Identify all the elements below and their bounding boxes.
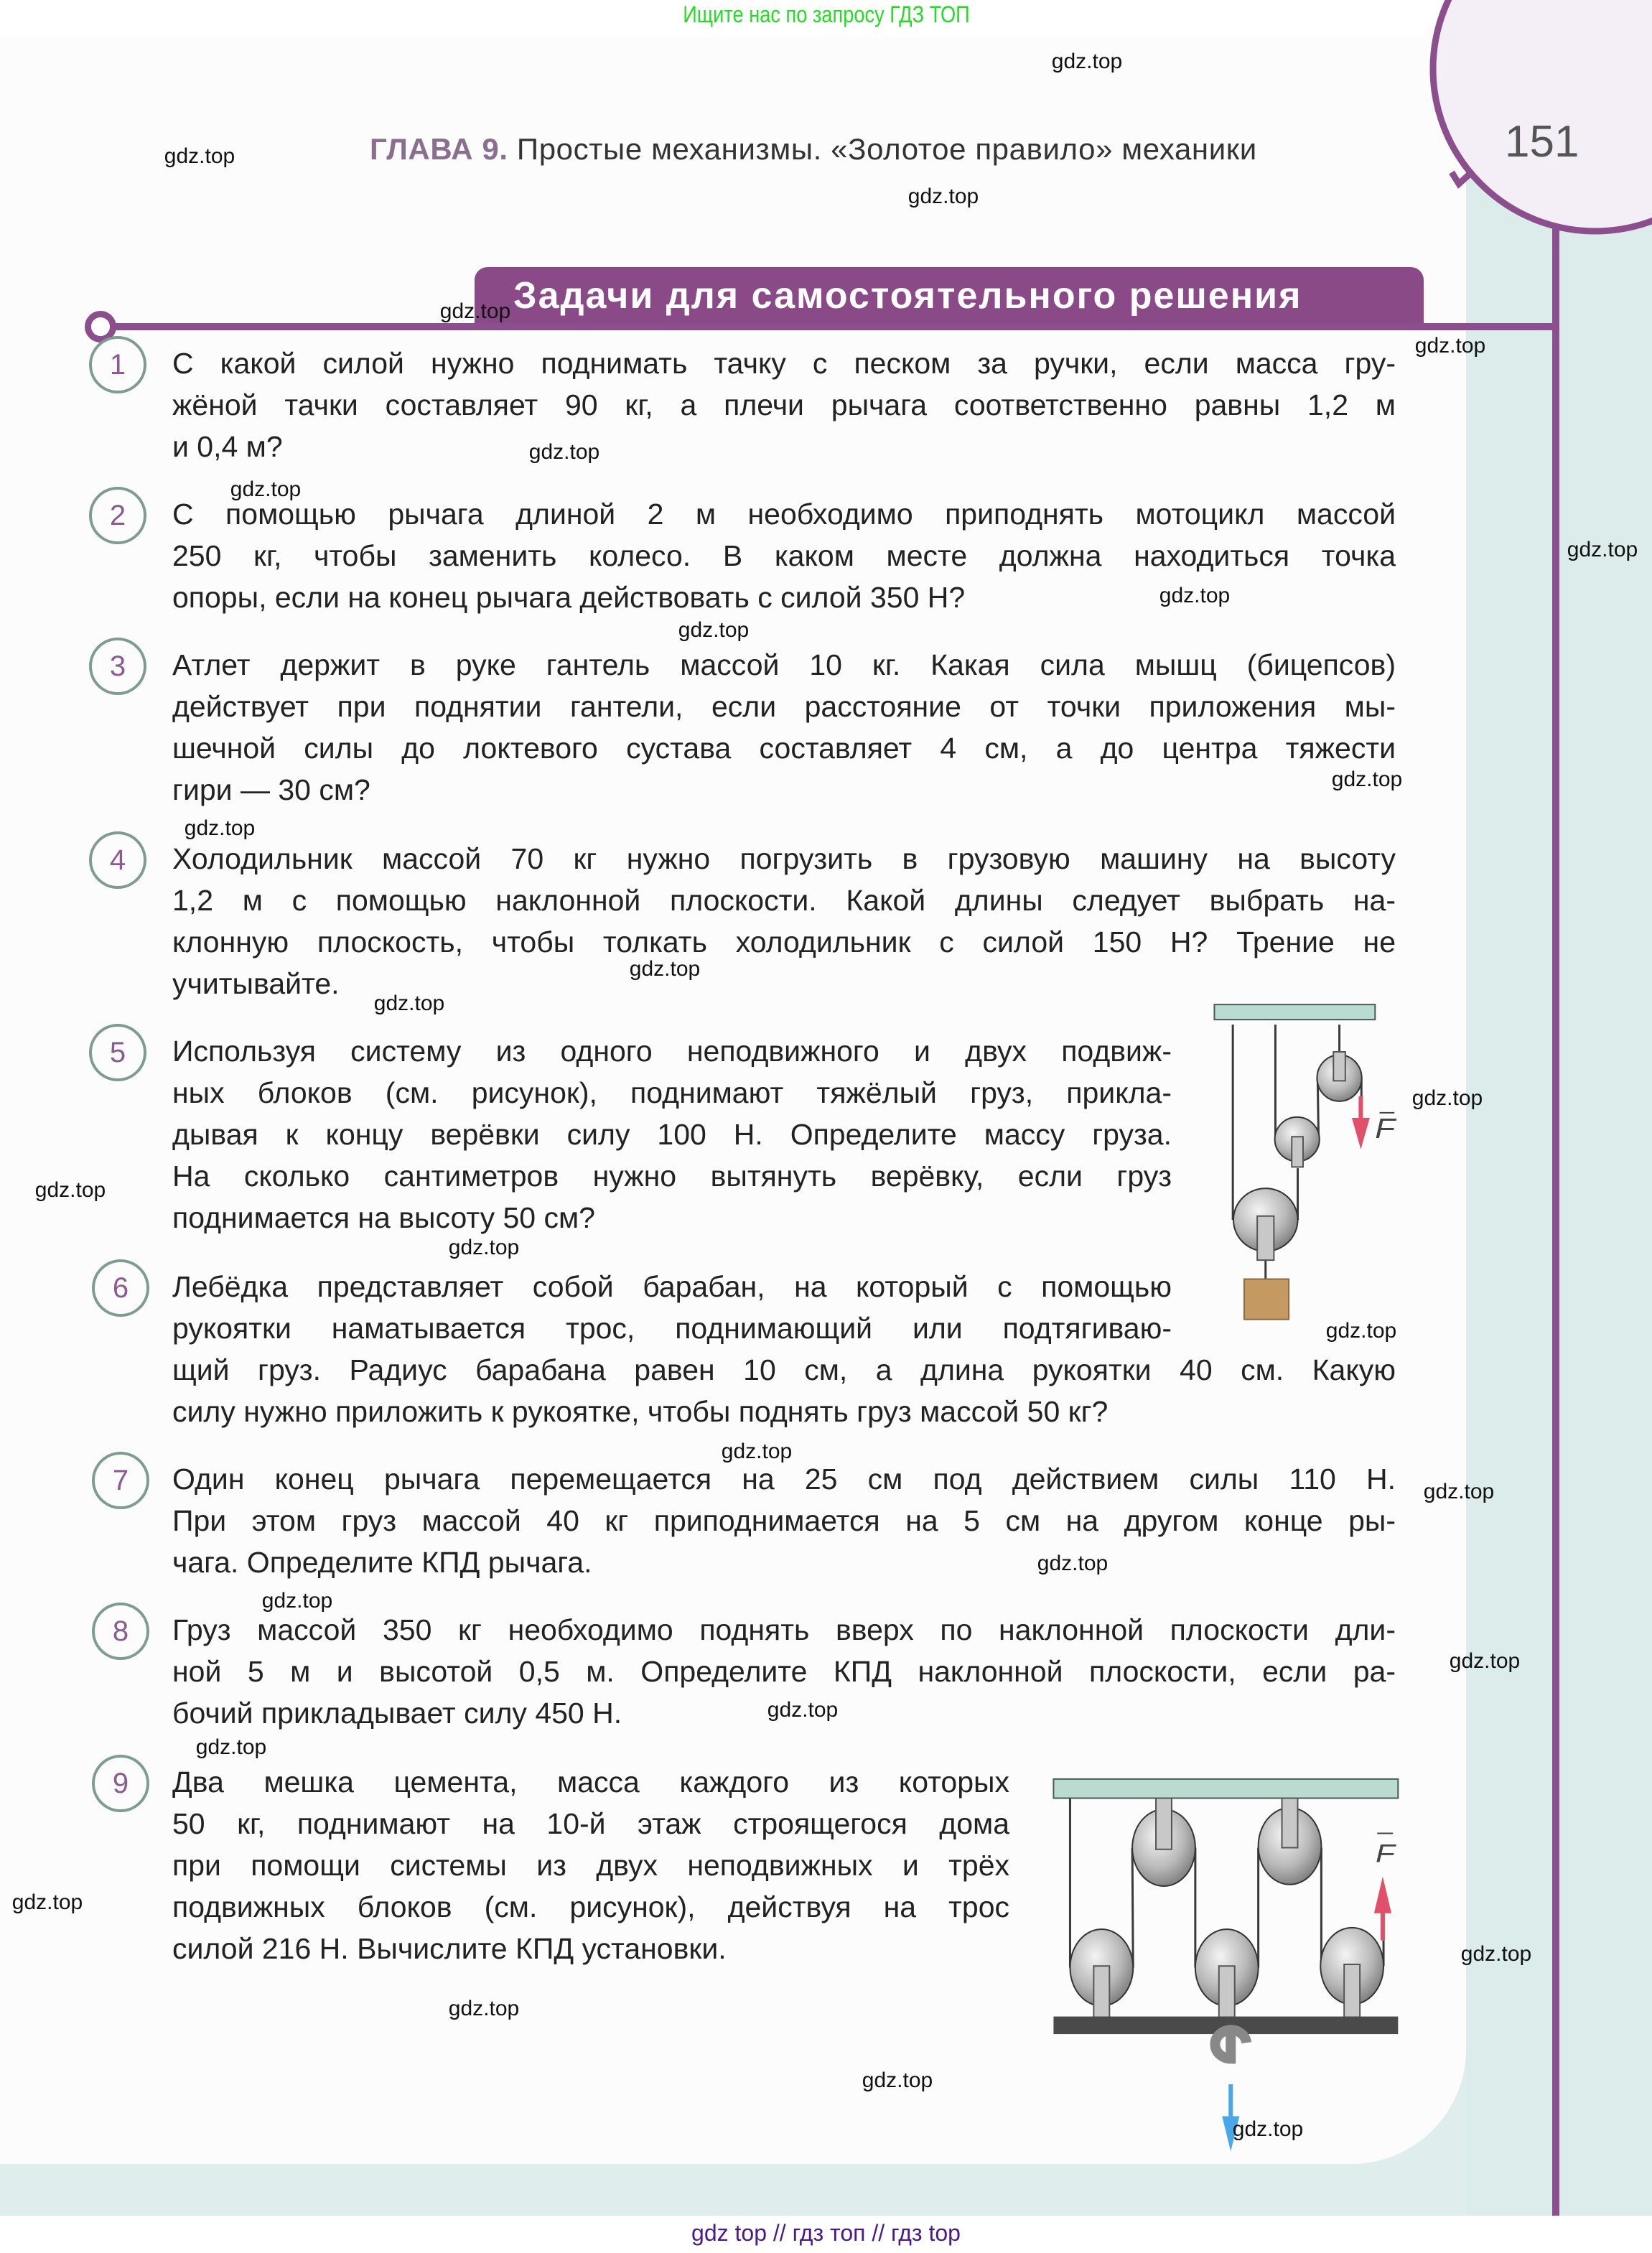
watermark: gdz.top xyxy=(1051,50,1123,73)
problem-line: 50 кг, поднимают на 10-й этаж строящегося дома xyxy=(172,1807,1009,1840)
problem-line: Два мешка цемента, масса каждого из которых xyxy=(172,1765,1009,1799)
watermark: gdz.top xyxy=(907,185,979,208)
problem-5 xyxy=(172,1030,1172,1239)
watermark: gdz.top xyxy=(448,1997,520,2020)
problem-line: ных блоков (см. рисунок), поднимают тяжёлый груз, прикла- xyxy=(172,1076,1172,1109)
problem-line: силой 216 Н. Вычислите КПД установки. xyxy=(172,1932,727,1965)
problem-line: и 0,4 м? xyxy=(172,430,283,463)
problem-line: 1,2 м с помощью наклонной плоскости. Какой длины следует выбрать на- xyxy=(172,884,1396,917)
movable-pulleys xyxy=(1070,1928,1383,2018)
problem-line: клонную плоскость, чтобы толкать холодильник с силой 150 Н? Трение не xyxy=(172,925,1396,958)
problem-number-6: 6 xyxy=(92,1259,149,1317)
watermark: gdz.top xyxy=(629,957,701,981)
watermark: gdz.top xyxy=(1037,1552,1109,1575)
problem-line: бочий прикладывает силу 450 Н. xyxy=(172,1697,622,1730)
problem-line: шечной силы до локтевого сустава составляет 4 см, а до центра тяжести xyxy=(172,732,1396,765)
problem-line: Холодильник массой 70 кг нужно погрузить в грузовую машину на высоту xyxy=(172,842,1396,875)
pulley-figure-2 xyxy=(1034,1752,1651,2253)
watermark: gdz.top xyxy=(448,1236,520,1259)
problem-line: поднимается на высоту 50 см? xyxy=(172,1201,595,1234)
pulley-figure-1 xyxy=(1185,969,1651,1364)
problem-line: Атлет держит в руке гантель массой 10 кг. Какая сила мышц (бицепсов) xyxy=(172,648,1396,681)
problem-line: учитывайте. xyxy=(172,967,340,1000)
watermark: gdz.top xyxy=(1423,1480,1495,1503)
problem-line: Один конец рычага перемещается на 25 см под действием силы 110 Н. xyxy=(172,1463,1396,1496)
watermark: gdz.top xyxy=(373,992,445,1015)
watermark: gdz.top xyxy=(439,299,511,323)
problem-line: ной 5 м и высотой 0,5 м. Определите КПД наклонной плоскости, если ра- xyxy=(172,1655,1396,1688)
load-box xyxy=(1244,1279,1289,1319)
arrow-icon xyxy=(1452,171,1473,184)
watermark: gdz.top xyxy=(862,2068,933,2092)
problem-line: С какой силой нужно поднимать тачку с песком за ручки, если масса гру- xyxy=(172,347,1396,380)
problem-line: силу нужно приложить к рукоятке, чтобы поднять груз массой 50 кг? xyxy=(172,1395,1109,1428)
page-number: 151 xyxy=(1505,117,1579,167)
ceiling xyxy=(1053,1779,1398,1799)
watermark: gdz.top xyxy=(1567,538,1638,561)
watermark: gdz.top xyxy=(1460,1942,1532,1966)
watermark: gdz.top xyxy=(195,1735,267,1759)
problem-number-8: 8 xyxy=(92,1603,149,1660)
problem-number-2: 2 xyxy=(89,487,146,544)
watermark: gdz.top xyxy=(1232,2117,1304,2141)
problem-9 xyxy=(172,1761,1009,1969)
top-ad-banner xyxy=(0,0,1652,36)
watermark: gdz.top xyxy=(528,440,600,464)
problem-line: действует при поднятии гантели, если расстояние от точки приложения мы- xyxy=(172,690,1396,723)
watermark: gdz.top xyxy=(678,618,750,642)
footer-text: gdz top // гдз топ // гдз top xyxy=(691,2220,961,2246)
problem-line: 250 кг, чтобы заменить колесо. В каком месте должна находиться точка xyxy=(172,539,1396,572)
problem-line: чага. Определите КПД рычага. xyxy=(172,1546,592,1579)
problem-number-9: 9 xyxy=(92,1755,149,1812)
top-ad-text: Ищите нас по запросу ГДЗ ТОП xyxy=(682,1,970,27)
watermark: gdz.top xyxy=(11,1890,83,1914)
watermark: gdz.top xyxy=(1414,334,1486,358)
watermark: gdz.top xyxy=(34,1178,106,1202)
problem-number-5: 5 xyxy=(89,1024,146,1081)
problem-line: жёной тачки составляет 90 кг, а плечи рычага соответственно равны 1,2 м xyxy=(172,388,1396,421)
watermark: gdz.top xyxy=(721,1440,793,1463)
problem-line: Используя систему из одного неподвижного и двух подвиж- xyxy=(172,1035,1172,1068)
section-rule xyxy=(101,323,1555,330)
footer-banner xyxy=(0,2216,1652,2253)
problem-line: дывая к концу верёвки силу 100 Н. Определите массу груза. xyxy=(172,1118,1172,1151)
force-arrow xyxy=(1374,1877,1391,1913)
watermark: gdz.top xyxy=(1159,584,1231,607)
problem-line: Груз массой 350 кг необходимо поднять вверх по наклонной плоскости дли- xyxy=(172,1613,1396,1646)
problem-line: рукоятки наматывается трос, поднимающий или подтягиваю- xyxy=(172,1312,1172,1345)
watermark: gdz.top xyxy=(184,816,256,840)
problem-line: С помощью рычага длиной 2 м необходимо приподнять мотоцикл массой xyxy=(172,498,1396,531)
problem-3 xyxy=(172,644,1396,811)
problem-7 xyxy=(172,1458,1396,1583)
watermark: gdz.top xyxy=(1449,1649,1521,1673)
problem-line: гири — 30 см? xyxy=(172,773,370,806)
ceiling xyxy=(1214,1004,1375,1020)
fixed-pulleys xyxy=(1132,1799,1321,1886)
section-title: Задачи для самостоятельного решения xyxy=(513,275,1302,317)
problem-line: щий груз. Радиус барабана равен 10 см, а длина рукоятки 40 см. Какую xyxy=(172,1353,1396,1386)
watermark: gdz.top xyxy=(1331,768,1403,791)
chapter-title: Простые механизмы. «Золотое правило» механики xyxy=(516,132,1257,166)
watermark: gdz.top xyxy=(767,1698,839,1722)
problem-line: подвижных блоков (см. рисунок), действуя на трос xyxy=(172,1890,1009,1923)
section-banner xyxy=(475,267,1424,323)
force-label: F xyxy=(1376,1839,1395,1868)
watermark: gdz.top xyxy=(1325,1319,1397,1343)
watermark: gdz.top xyxy=(230,477,302,501)
problem-line: опоры, если на конец рычага действовать с силой 350 Н? xyxy=(172,581,966,614)
problem-number-1: 1 xyxy=(89,336,146,393)
problem-1 xyxy=(172,342,1396,467)
problem-number-4: 4 xyxy=(89,831,146,889)
watermark: gdz.top xyxy=(164,144,235,168)
chapter-number: ГЛАВА 9. xyxy=(370,132,508,166)
force-label: F xyxy=(1375,1113,1396,1144)
chapter-header xyxy=(370,132,1257,167)
problem-line: Лебёдка представляет собой барабан, на который с помощью xyxy=(172,1270,1172,1303)
problem-number-3: 3 xyxy=(89,638,146,695)
force-arrow xyxy=(1352,1118,1370,1149)
problem-line: На сколько сантиметров нужно вытянуть верёвку, если груз xyxy=(172,1160,1172,1193)
watermark: gdz.top xyxy=(261,1589,333,1613)
problem-number-7: 7 xyxy=(92,1452,149,1509)
hook-icon xyxy=(1215,2030,1246,2058)
watermark: gdz.top xyxy=(1411,1086,1483,1110)
problem-line: При этом груз массой 40 кг приподнимается на 5 см на другом конце ры- xyxy=(172,1504,1396,1537)
problem-line: при помощи системы из двух неподвижных и трёх xyxy=(172,1849,1009,1882)
